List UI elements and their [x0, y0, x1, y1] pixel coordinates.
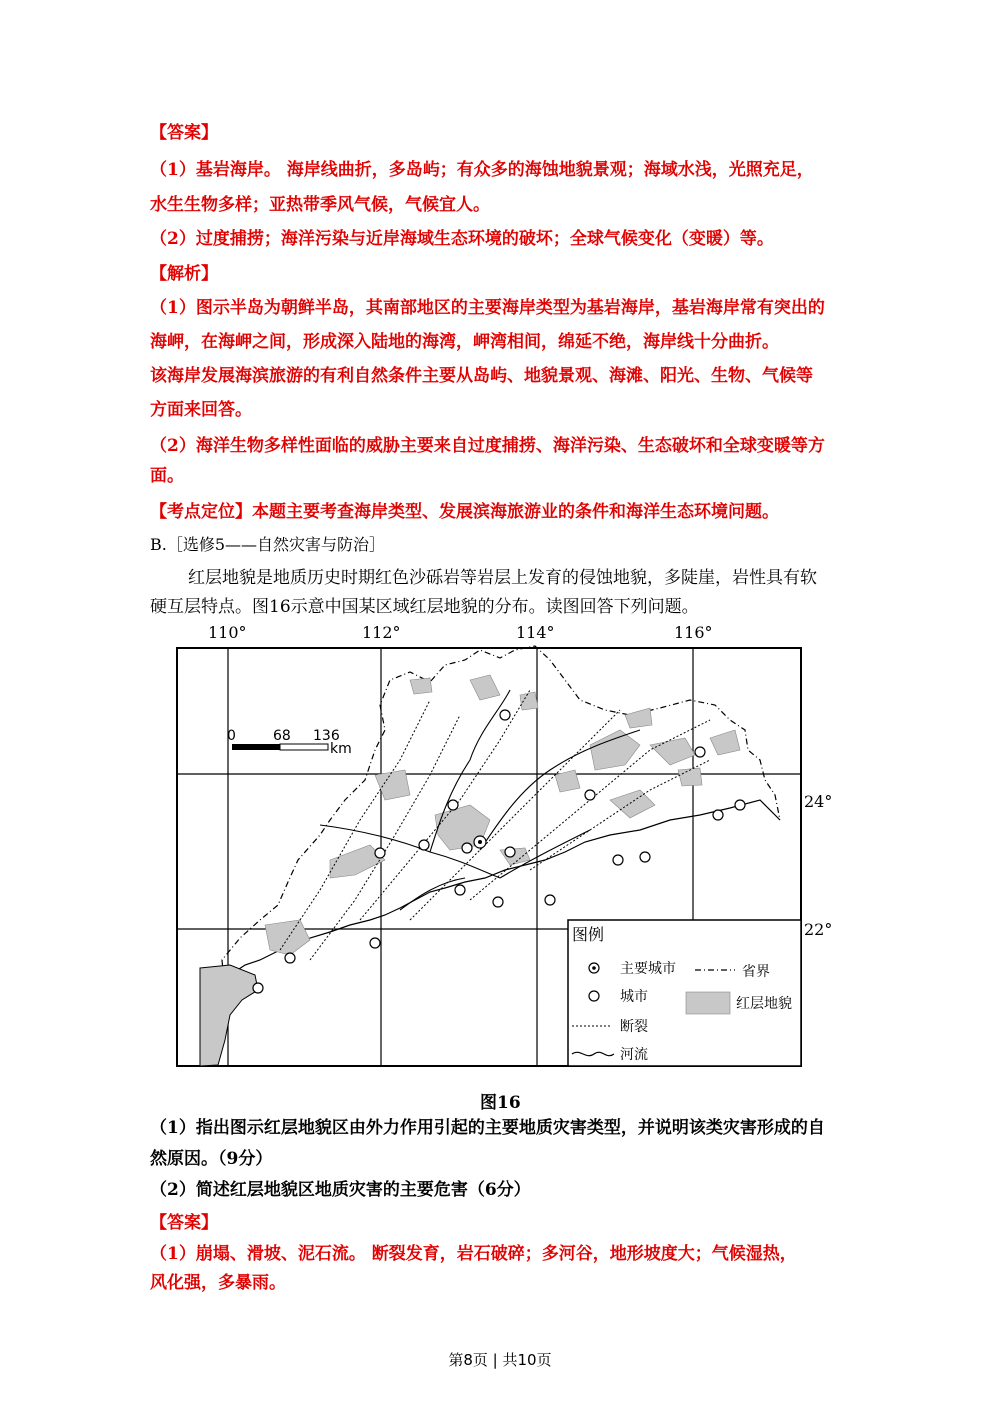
legend-redbed: 红层地貌	[736, 996, 792, 1012]
legend-redbed-symbol	[686, 992, 730, 1014]
lon-label-116: 116°	[674, 623, 713, 642]
section-b-title: B.［选修5——自然灾害与防治］	[150, 535, 386, 554]
legend-city-symbol	[589, 991, 599, 1001]
section-b-intro-1: 红层地貌是地质历史时期红色沙砾岩等岩层上发育的侵蚀地貌，多陡崖，岩性具有软	[188, 568, 817, 588]
legend-boundary: 省界	[742, 964, 770, 980]
legend	[568, 920, 801, 1066]
answer2-line-2: 风化强，多暴雨。	[150, 1273, 286, 1293]
redbed-map	[170, 620, 833, 1070]
lon-label-114: 114°	[516, 623, 555, 642]
analysis-heading: 【解析】	[150, 264, 218, 284]
answer-line-2: 水生生物多样；亚热带季风气候，气候宜人。	[150, 195, 490, 215]
answer2-line-1: （1）崩塌、滑坡、泥石流。 断裂发育，岩石破碎；多河谷，地形坡度大；气候湿热，	[150, 1244, 797, 1264]
kaodian-line: 【考点定位】本题主要考查海岸类型、发展滨海旅游业的条件和海洋生态环境问题。	[150, 502, 779, 522]
scale-tick-68: 68	[273, 728, 291, 744]
answer2-heading: 【答案】	[150, 1213, 218, 1233]
analysis-line-5: （2）海洋生物多样性面临的威胁主要来自过度捕捞、海洋污染、生态破坏和全球变暖等方	[150, 436, 825, 456]
scale-tick-0: 0	[227, 728, 236, 744]
main-city-marker	[474, 836, 486, 848]
answer-line-1: （1）基岩海岸。 海岸线曲折，多岛屿；有众多的海蚀地貌景观；海域水浅，光照充足，	[150, 160, 814, 180]
scale-unit: km	[330, 741, 352, 757]
scale-bar	[227, 728, 352, 757]
question-1a: （1）指出图示红层地貌区由外力作用引起的主要地质灾害类型，并说明该类灾害形成的自	[150, 1118, 825, 1138]
answer-line-3: （2）过度捕捞；海洋污染与近岸海域生态环境的破坏；全球气候变化（变暖）等。	[150, 229, 774, 249]
redbed-peninsula	[200, 965, 258, 1066]
page-footer: 第8页 | 共10页	[448, 1351, 552, 1369]
analysis-line-2: 海岬，在海岬之间，形成深入陆地的海湾，岬湾相间，绵延不绝，海岸线十分曲折。	[150, 332, 779, 352]
legend-fault: 断裂	[620, 1019, 648, 1035]
lon-label-110: 110°	[208, 623, 247, 642]
figure-caption: 图16	[480, 1093, 521, 1113]
answer-heading: 【答案】	[150, 123, 218, 143]
legend-main-city: 主要城市	[620, 961, 676, 977]
question-1b: 然原因。（9分）	[150, 1149, 273, 1169]
analysis-line-6: 面。	[150, 466, 184, 486]
analysis-line-1: （1）图示半岛为朝鲜半岛，其南部地区的主要海岸类型为基岩海岸，基岩海岸常有突出的	[150, 298, 825, 318]
legend-city: 城市	[620, 989, 648, 1005]
question-2: （2）简述红层地貌区地质灾害的主要危害（6分）	[150, 1180, 531, 1200]
legend-title: 图例	[572, 925, 605, 944]
scale-tick-136: 136	[313, 728, 340, 744]
lat-label-24: 24°	[804, 792, 833, 811]
analysis-line-4: 方面来回答。	[150, 400, 252, 420]
section-b-intro-2: 硬互层特点。图16示意中国某区域红层地貌的分布。读图回答下列问题。	[150, 597, 699, 617]
lat-label-22: 22°	[804, 920, 833, 939]
legend-river: 河流	[620, 1047, 648, 1063]
lon-label-112: 112°	[362, 623, 401, 642]
analysis-line-3: 该海岸发展海滨旅游的有利自然条件主要从岛屿、地貌景观、海滩、阳光、生物、气候等	[150, 366, 813, 386]
